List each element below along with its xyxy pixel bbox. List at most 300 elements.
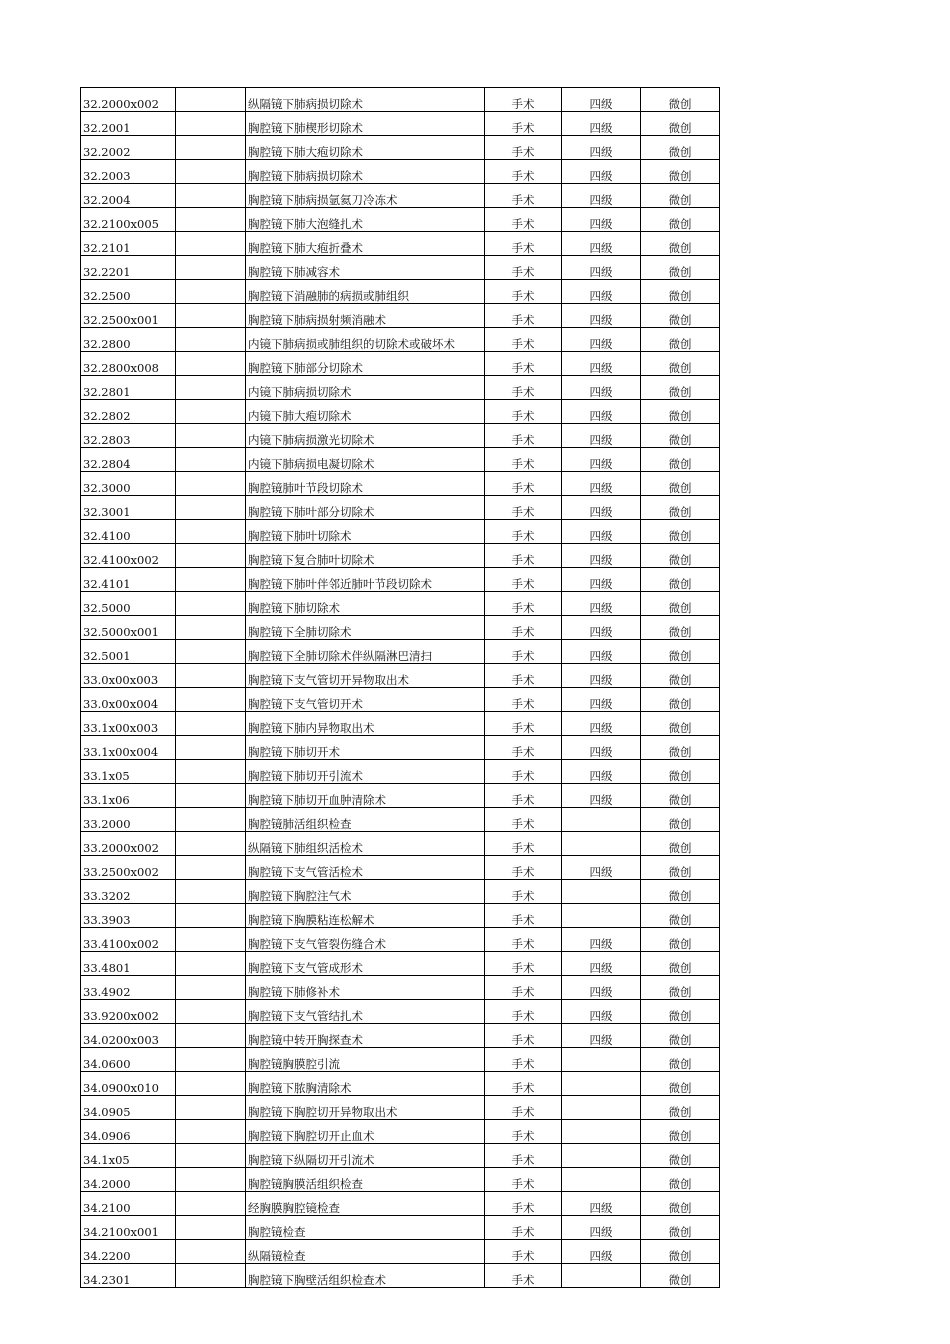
blank-cell (176, 688, 246, 712)
procedure-level-cell: 四级 (562, 664, 641, 688)
procedure-type-cell: 手术 (485, 976, 562, 1000)
blank-cell (176, 1144, 246, 1168)
table-row (81, 1096, 720, 1120)
procedure-level-cell: 四级 (562, 136, 641, 160)
procedure-name-cell: 胸腔镜下支气管成形术 (246, 952, 485, 976)
procedure-code-cell: 32.4100x002 (81, 544, 176, 568)
procedure-code-cell: 32.2500x001 (81, 304, 176, 328)
blank-cell (176, 880, 246, 904)
procedure-level-cell: 四级 (562, 856, 641, 880)
procedure-name-cell: 胸腔镜下肺病损切除术 (246, 160, 485, 184)
procedure-name-cell: 胸腔镜下胸腔切开止血术 (246, 1120, 485, 1144)
blank-cell (176, 904, 246, 928)
table-row (81, 424, 720, 448)
procedure-type-cell: 手术 (485, 592, 562, 616)
procedure-name-cell: 胸腔镜胸膜腔引流 (246, 1048, 485, 1072)
procedure-type-cell: 手术 (485, 280, 562, 304)
procedure-category-cell: 微创 (641, 880, 720, 904)
procedure-category-cell: 微创 (641, 808, 720, 832)
blank-cell (176, 1072, 246, 1096)
procedure-type-cell: 手术 (485, 1072, 562, 1096)
blank-cell (176, 832, 246, 856)
blank-cell (176, 136, 246, 160)
procedure-category-cell: 微创 (641, 712, 720, 736)
procedure-type-cell: 手术 (485, 640, 562, 664)
procedure-category-cell: 微创 (641, 1048, 720, 1072)
procedure-category-cell: 微创 (641, 736, 720, 760)
procedure-type-cell: 手术 (485, 616, 562, 640)
procedure-level-cell: 四级 (562, 184, 641, 208)
procedure-code-cell: 32.2201 (81, 256, 176, 280)
procedure-level-cell: 四级 (562, 448, 641, 472)
table-row (81, 712, 720, 736)
procedure-name-cell: 胸腔镜下肺叶部分切除术 (246, 496, 485, 520)
procedure-name-cell: 胸腔镜下支气管结扎术 (246, 1000, 485, 1024)
procedure-name-cell: 胸腔镜下肺病损射频消融术 (246, 304, 485, 328)
blank-cell (176, 808, 246, 832)
procedure-code-cell: 32.2000x002 (81, 88, 176, 112)
procedure-category-cell: 微创 (641, 568, 720, 592)
procedure-level-cell: 四级 (562, 88, 641, 112)
procedure-level-cell (562, 880, 641, 904)
procedure-name-cell: 胸腔镜下肺切开术 (246, 736, 485, 760)
table-row (81, 856, 720, 880)
procedure-code-cell: 34.2100x001 (81, 1216, 176, 1240)
table-row (81, 1264, 720, 1288)
procedure-category-cell: 微创 (641, 832, 720, 856)
procedure-type-cell: 手术 (485, 232, 562, 256)
procedure-level-cell: 四级 (562, 280, 641, 304)
procedure-level-cell (562, 1048, 641, 1072)
procedure-level-cell: 四级 (562, 544, 641, 568)
procedure-type-cell: 手术 (485, 1192, 562, 1216)
procedure-type-cell: 手术 (485, 856, 562, 880)
procedure-name-cell: 胸腔镜下支气管裂伤缝合术 (246, 928, 485, 952)
procedure-name-cell: 胸腔镜下支气管活检术 (246, 856, 485, 880)
procedure-level-cell (562, 1072, 641, 1096)
procedure-type-cell: 手术 (485, 832, 562, 856)
procedure-level-cell: 四级 (562, 424, 641, 448)
procedure-type-cell: 手术 (485, 568, 562, 592)
procedure-category-cell: 微创 (641, 304, 720, 328)
table-row (81, 1120, 720, 1144)
procedure-code-cell: 32.2804 (81, 448, 176, 472)
procedure-code-cell: 32.5001 (81, 640, 176, 664)
procedure-category-cell: 微创 (641, 1000, 720, 1024)
procedure-code-cell: 34.2301 (81, 1264, 176, 1288)
procedure-code-cell: 34.0906 (81, 1120, 176, 1144)
blank-cell (176, 1216, 246, 1240)
procedure-name-cell: 纵隔镜下肺组织活检术 (246, 832, 485, 856)
blank-cell (176, 568, 246, 592)
blank-cell (176, 256, 246, 280)
procedure-name-cell: 内镜下肺病损电凝切除术 (246, 448, 485, 472)
procedure-code-cell: 33.2500x002 (81, 856, 176, 880)
procedure-category-cell: 微创 (641, 1024, 720, 1048)
procedure-table (80, 87, 720, 1288)
procedure-code-cell: 34.0600 (81, 1048, 176, 1072)
procedure-level-cell: 四级 (562, 256, 641, 280)
procedure-category-cell: 微创 (641, 784, 720, 808)
procedure-category-cell: 微创 (641, 184, 720, 208)
table-row (81, 616, 720, 640)
procedure-code-cell: 34.1x05 (81, 1144, 176, 1168)
procedure-level-cell: 四级 (562, 640, 641, 664)
table-row (81, 760, 720, 784)
procedure-code-cell: 33.1x00x004 (81, 736, 176, 760)
procedure-level-cell: 四级 (562, 352, 641, 376)
procedure-code-cell: 34.0900x010 (81, 1072, 176, 1096)
table-row (81, 784, 720, 808)
procedure-category-cell: 微创 (641, 1120, 720, 1144)
procedure-category-cell: 微创 (641, 424, 720, 448)
procedure-name-cell: 胸腔镜下肺大疱折叠术 (246, 232, 485, 256)
procedure-code-cell: 32.2002 (81, 136, 176, 160)
procedure-category-cell: 微创 (641, 88, 720, 112)
blank-cell (176, 208, 246, 232)
procedure-name-cell: 胸腔镜下胸膜粘连松解术 (246, 904, 485, 928)
procedure-type-cell: 手术 (485, 304, 562, 328)
procedure-name-cell: 胸腔镜下肺叶切除术 (246, 520, 485, 544)
procedure-category-cell: 微创 (641, 640, 720, 664)
table-row (81, 1024, 720, 1048)
procedure-type-cell: 手术 (485, 472, 562, 496)
procedure-name-cell: 内镜下肺病损切除术 (246, 376, 485, 400)
procedure-category-cell: 微创 (641, 1264, 720, 1288)
procedure-level-cell (562, 832, 641, 856)
procedure-name-cell: 胸腔镜下胸腔切开异物取出术 (246, 1096, 485, 1120)
blank-cell (176, 760, 246, 784)
blank-cell (176, 232, 246, 256)
procedure-name-cell: 胸腔镜下肺部分切除术 (246, 352, 485, 376)
procedure-category-cell: 微创 (641, 208, 720, 232)
procedure-category-cell: 微创 (641, 1096, 720, 1120)
procedure-name-cell: 胸腔镜下肺叶伴邻近肺叶节段切除术 (246, 568, 485, 592)
procedure-type-cell: 手术 (485, 352, 562, 376)
procedure-code-cell: 33.3202 (81, 880, 176, 904)
procedure-code-cell: 34.2000 (81, 1168, 176, 1192)
procedure-name-cell: 胸腔镜下肺大疱切除术 (246, 136, 485, 160)
table-row (81, 160, 720, 184)
procedure-name-cell: 胸腔镜下肺楔形切除术 (246, 112, 485, 136)
procedure-name-cell: 胸腔镜下肺内异物取出术 (246, 712, 485, 736)
procedure-type-cell: 手术 (485, 136, 562, 160)
procedure-category-cell: 微创 (641, 544, 720, 568)
procedure-level-cell (562, 808, 641, 832)
blank-cell (176, 952, 246, 976)
table-row (81, 976, 720, 1000)
table-row (81, 304, 720, 328)
table-row (81, 736, 720, 760)
blank-cell (176, 856, 246, 880)
procedure-level-cell: 四级 (562, 400, 641, 424)
procedure-code-cell: 32.5000 (81, 592, 176, 616)
procedure-category-cell: 微创 (641, 160, 720, 184)
table-row (81, 208, 720, 232)
blank-cell (176, 184, 246, 208)
procedure-type-cell: 手术 (485, 1240, 562, 1264)
procedure-category-cell: 微创 (641, 1240, 720, 1264)
procedure-name-cell: 胸腔镜下全肺切除术 (246, 616, 485, 640)
procedure-name-cell: 纵隔镜下肺病损切除术 (246, 88, 485, 112)
procedure-category-cell: 微创 (641, 280, 720, 304)
procedure-level-cell: 四级 (562, 1024, 641, 1048)
procedure-type-cell: 手术 (485, 1048, 562, 1072)
procedure-category-cell: 微创 (641, 592, 720, 616)
procedure-type-cell: 手术 (485, 688, 562, 712)
procedure-code-cell: 33.9200x002 (81, 1000, 176, 1024)
procedure-name-cell: 胸腔镜胸膜活组织检查 (246, 1168, 485, 1192)
blank-cell (176, 640, 246, 664)
procedure-code-cell: 32.2100x005 (81, 208, 176, 232)
procedure-code-cell: 33.4801 (81, 952, 176, 976)
procedure-category-cell: 微创 (641, 448, 720, 472)
procedure-category-cell: 微创 (641, 952, 720, 976)
procedure-name-cell: 胸腔镜下肺切开引流术 (246, 760, 485, 784)
procedure-code-cell: 33.1x00x003 (81, 712, 176, 736)
procedure-table-body (81, 88, 720, 1288)
procedure-name-cell: 胸腔镜下支气管切开术 (246, 688, 485, 712)
blank-cell (176, 928, 246, 952)
procedure-level-cell: 四级 (562, 304, 641, 328)
blank-cell (176, 976, 246, 1000)
procedure-level-cell: 四级 (562, 208, 641, 232)
procedure-name-cell: 胸腔镜下胸腔注气术 (246, 880, 485, 904)
table-row (81, 88, 720, 112)
procedure-level-cell: 四级 (562, 496, 641, 520)
procedure-code-cell: 33.0x00x003 (81, 664, 176, 688)
table-row (81, 808, 720, 832)
procedure-name-cell: 内镜下肺大疱切除术 (246, 400, 485, 424)
table-row (81, 376, 720, 400)
procedure-code-cell: 32.2004 (81, 184, 176, 208)
table-row (81, 688, 720, 712)
procedure-level-cell: 四级 (562, 688, 641, 712)
procedure-category-cell: 微创 (641, 1216, 720, 1240)
procedure-type-cell: 手术 (485, 496, 562, 520)
blank-cell (176, 424, 246, 448)
table-row (81, 352, 720, 376)
blank-cell (176, 400, 246, 424)
procedure-level-cell: 四级 (562, 712, 641, 736)
procedure-code-cell: 32.2500 (81, 280, 176, 304)
procedure-level-cell: 四级 (562, 592, 641, 616)
blank-cell (176, 280, 246, 304)
procedure-level-cell: 四级 (562, 328, 641, 352)
procedure-code-cell: 33.1x05 (81, 760, 176, 784)
procedure-category-cell: 微创 (641, 232, 720, 256)
table-row (81, 280, 720, 304)
procedure-level-cell (562, 1096, 641, 1120)
procedure-name-cell: 经胸膜胸腔镜检查 (246, 1192, 485, 1216)
procedure-name-cell: 胸腔镜下复合肺叶切除术 (246, 544, 485, 568)
table-row (81, 880, 720, 904)
procedure-level-cell: 四级 (562, 760, 641, 784)
procedure-level-cell (562, 1264, 641, 1288)
procedure-name-cell: 胸腔镜下肺大泡缝扎术 (246, 208, 485, 232)
procedure-code-cell: 34.2200 (81, 1240, 176, 1264)
table-row (81, 928, 720, 952)
procedure-type-cell: 手术 (485, 712, 562, 736)
procedure-type-cell: 手术 (485, 1096, 562, 1120)
procedure-code-cell: 32.3000 (81, 472, 176, 496)
procedure-code-cell: 32.2801 (81, 376, 176, 400)
procedure-level-cell: 四级 (562, 952, 641, 976)
procedure-type-cell: 手术 (485, 952, 562, 976)
procedure-code-cell: 33.2000x002 (81, 832, 176, 856)
table-row (81, 448, 720, 472)
blank-cell (176, 1168, 246, 1192)
table-row (81, 520, 720, 544)
table-row (81, 496, 720, 520)
procedure-level-cell: 四级 (562, 736, 641, 760)
procedure-level-cell: 四级 (562, 1240, 641, 1264)
procedure-type-cell: 手术 (485, 1216, 562, 1240)
procedure-type-cell: 手术 (485, 1144, 562, 1168)
procedure-category-cell: 微创 (641, 856, 720, 880)
blank-cell (176, 616, 246, 640)
procedure-category-cell: 微创 (641, 256, 720, 280)
procedure-category-cell: 微创 (641, 616, 720, 640)
procedure-code-cell: 34.0905 (81, 1096, 176, 1120)
procedure-level-cell: 四级 (562, 1000, 641, 1024)
blank-cell (176, 376, 246, 400)
blank-cell (176, 1264, 246, 1288)
blank-cell (176, 664, 246, 688)
procedure-type-cell: 手术 (485, 880, 562, 904)
procedure-code-cell: 32.2800x008 (81, 352, 176, 376)
procedure-category-cell: 微创 (641, 664, 720, 688)
blank-cell (176, 1000, 246, 1024)
table-row (81, 1216, 720, 1240)
blank-cell (176, 112, 246, 136)
procedure-category-cell: 微创 (641, 352, 720, 376)
procedure-level-cell: 四级 (562, 160, 641, 184)
procedure-type-cell: 手术 (485, 904, 562, 928)
procedure-type-cell: 手术 (485, 664, 562, 688)
procedure-code-cell: 33.2000 (81, 808, 176, 832)
table-row (81, 328, 720, 352)
blank-cell (176, 1024, 246, 1048)
blank-cell (176, 736, 246, 760)
blank-cell (176, 1240, 246, 1264)
table-row (81, 568, 720, 592)
procedure-code-cell: 33.3903 (81, 904, 176, 928)
procedure-name-cell: 胸腔镜下消融肺的病损或肺组织 (246, 280, 485, 304)
procedure-code-cell: 33.4902 (81, 976, 176, 1000)
procedure-type-cell: 手术 (485, 1000, 562, 1024)
procedure-name-cell: 胸腔镜下胸壁活组织检查术 (246, 1264, 485, 1288)
procedure-name-cell: 胸腔镜下肺切开血肿清除术 (246, 784, 485, 808)
procedure-name-cell: 纵隔镜检查 (246, 1240, 485, 1264)
procedure-type-cell: 手术 (485, 184, 562, 208)
procedure-type-cell: 手术 (485, 736, 562, 760)
procedure-code-cell: 32.2803 (81, 424, 176, 448)
procedure-type-cell: 手术 (485, 1264, 562, 1288)
procedure-type-cell: 手术 (485, 160, 562, 184)
procedure-level-cell (562, 1168, 641, 1192)
table-row (81, 1144, 720, 1168)
procedure-category-cell: 微创 (641, 928, 720, 952)
procedure-level-cell: 四级 (562, 1192, 641, 1216)
procedure-type-cell: 手术 (485, 256, 562, 280)
blank-cell (176, 328, 246, 352)
procedure-code-cell: 32.2802 (81, 400, 176, 424)
procedure-category-cell: 微创 (641, 904, 720, 928)
procedure-category-cell: 微创 (641, 376, 720, 400)
procedure-code-cell: 32.2101 (81, 232, 176, 256)
procedure-type-cell: 手术 (485, 208, 562, 232)
procedure-code-cell: 32.2001 (81, 112, 176, 136)
table-row (81, 400, 720, 424)
blank-cell (176, 88, 246, 112)
procedure-code-cell: 32.4100 (81, 520, 176, 544)
table-row (81, 232, 720, 256)
procedure-name-cell: 胸腔镜中转开胸探查术 (246, 1024, 485, 1048)
table-row (81, 1168, 720, 1192)
procedure-category-cell: 微创 (641, 112, 720, 136)
blank-cell (176, 448, 246, 472)
table-row (81, 640, 720, 664)
procedure-category-cell: 微创 (641, 1192, 720, 1216)
procedure-code-cell: 32.2003 (81, 160, 176, 184)
table-row (81, 1000, 720, 1024)
procedure-type-cell: 手术 (485, 928, 562, 952)
procedure-type-cell: 手术 (485, 784, 562, 808)
procedure-code-cell: 34.0200x003 (81, 1024, 176, 1048)
procedure-category-cell: 微创 (641, 136, 720, 160)
table-row (81, 664, 720, 688)
procedure-type-cell: 手术 (485, 328, 562, 352)
procedure-category-cell: 微创 (641, 1168, 720, 1192)
procedure-name-cell: 胸腔镜下纵隔切开引流术 (246, 1144, 485, 1168)
procedure-type-cell: 手术 (485, 376, 562, 400)
procedure-type-cell: 手术 (485, 1120, 562, 1144)
table-row (81, 256, 720, 280)
procedure-code-cell: 34.2100 (81, 1192, 176, 1216)
blank-cell (176, 352, 246, 376)
procedure-name-cell: 胸腔镜检查 (246, 1216, 485, 1240)
table-row (81, 592, 720, 616)
blank-cell (176, 160, 246, 184)
blank-cell (176, 784, 246, 808)
procedure-category-cell: 微创 (641, 496, 720, 520)
procedure-type-cell: 手术 (485, 760, 562, 784)
procedure-code-cell: 33.0x00x004 (81, 688, 176, 712)
table-row (81, 1072, 720, 1096)
procedure-code-cell: 32.5000x001 (81, 616, 176, 640)
procedure-name-cell: 胸腔镜下肺修补术 (246, 976, 485, 1000)
blank-cell (176, 1192, 246, 1216)
procedure-name-cell: 胸腔镜下脓胸清除术 (246, 1072, 485, 1096)
table-row (81, 1192, 720, 1216)
table-row (81, 136, 720, 160)
table-row (81, 1048, 720, 1072)
procedure-code-cell: 32.4101 (81, 568, 176, 592)
procedure-name-cell: 胸腔镜下肺切除术 (246, 592, 485, 616)
procedure-level-cell: 四级 (562, 520, 641, 544)
procedure-name-cell: 胸腔镜肺活组织检查 (246, 808, 485, 832)
procedure-level-cell: 四级 (562, 616, 641, 640)
procedure-type-cell: 手术 (485, 400, 562, 424)
procedure-code-cell: 32.3001 (81, 496, 176, 520)
procedure-name-cell: 胸腔镜下肺减容术 (246, 256, 485, 280)
blank-cell (176, 544, 246, 568)
procedure-category-cell: 微创 (641, 976, 720, 1000)
procedure-category-cell: 微创 (641, 688, 720, 712)
blank-cell (176, 1096, 246, 1120)
procedure-type-cell: 手术 (485, 88, 562, 112)
